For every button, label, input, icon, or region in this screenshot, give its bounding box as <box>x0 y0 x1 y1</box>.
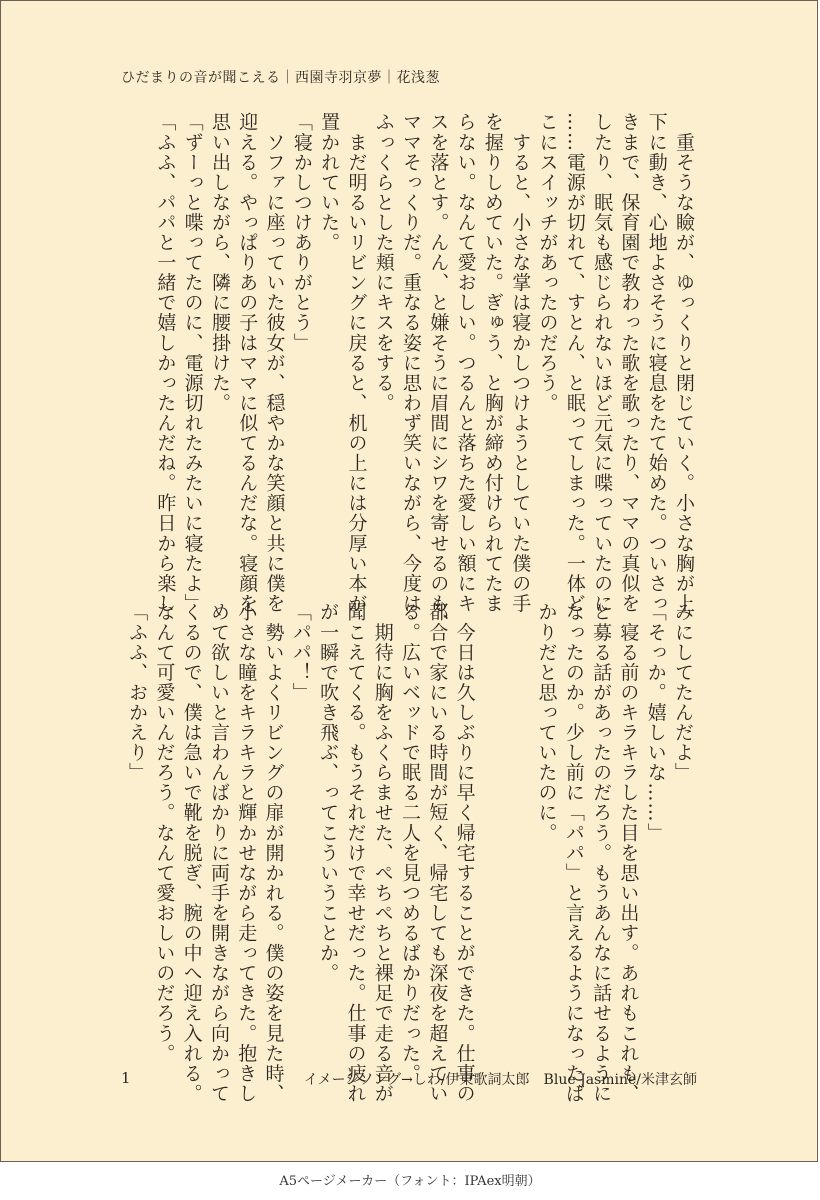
text-line: まだ明るいリビングに戻ると、机の上には分厚い本が <box>345 112 368 614</box>
image-song-credit: イメージソング→しわ/伊東歌詞太郎 Blue Jasmine/米津玄師 <box>303 1072 697 1088</box>
text-line: 「そっか。嬉しいな……」 <box>644 602 667 843</box>
text-line: すると、小さな掌は寝かしつけようとしていた僕の手 <box>509 112 532 614</box>
text-line: きまで、保育園で教わった歌を歌ったり、ママの真似を <box>618 112 641 614</box>
text-line: 思い出しながら、隣に腰掛けた。 <box>208 112 231 413</box>
text-line: ソファに座っていた彼女が、穏やかな笑顔と共に僕を <box>263 112 286 614</box>
text-line: 勢いよくリビングの扉が開かれる。僕の姿を見た時、 <box>262 602 285 1104</box>
text-line: 下に動き、心地よさそうに寝息をたて始めた。ついさっ <box>645 112 668 614</box>
text-line: くるので、僕は急いで靴を脱ぎ、腕の中へ迎え入れる。 <box>180 602 203 1104</box>
text-line <box>505 602 532 1067</box>
text-line: ふっくらとした頬にキスをする。 <box>372 112 395 413</box>
text-line: 「パパ！」 <box>289 602 312 703</box>
text-line: めて欲しいと言わんばかりに両手を開きながら向かって <box>207 602 230 1104</box>
text-line: みにしてたんだよ」 <box>672 602 694 783</box>
text-line: 重そうな瞼が、ゆっくりと閉じていく。小さな胸が上 <box>673 112 695 614</box>
text-line: 置かれていた。 <box>318 112 341 253</box>
text-line: なんて可愛いんだろう。なんて愛おしいのだろう。 <box>153 602 176 1064</box>
generator-caption: A5ページメーカー（フォント：IPAex明朝） <box>279 1174 541 1189</box>
text-line: かりだと思っていたのに。 <box>535 602 558 843</box>
text-line: 迎える。やっぱりあの子はママに似てるんだな。寝顔を <box>236 112 259 614</box>
text-line: 今日は久しぶりに早く帰宅することができた。仕事の <box>453 602 476 1104</box>
text-line: スを落とす。んん、と嫌そうに眉間にシワを寄せるのも、 <box>427 112 450 634</box>
running-header: ひだまりの音が聞こえる｜西園寺羽京夢｜花浅葱 <box>121 70 440 86</box>
text-line: 「寝かしつけありがとう」 <box>290 112 313 353</box>
text-line: 「ふふ、おかえり」 <box>126 602 149 783</box>
text-line: 小さな瞳をキラキラと輝かせながら走ってきた。抱きし <box>235 602 258 1104</box>
page-number: 1 <box>121 1069 131 1087</box>
text-line: らない。なんて愛おしい。つるんと落ちた愛しい額にキ <box>454 112 477 614</box>
text-line: 都合で家にいる時間が短く、帰宅しても深夜を超えてい <box>426 602 449 1104</box>
text-line: 聞こえてくる。もうそれだけで幸せだった。仕事の疲れ <box>344 602 367 1104</box>
text-line: 寝る前のキラキラした目を思い出す。あれもこれも、 <box>617 602 640 1104</box>
text-line: と募る話があったのだろう。もうあんなに話せるように <box>590 602 613 1104</box>
text-line: 期待に胸をふくらませた、ぺちぺちと裸足で走る音が <box>371 602 394 1104</box>
text-line: ……電源が切れて、すとん、と眠ってしまった。一体ど <box>563 112 586 614</box>
text-line: 「ふふ、パパと一緒で嬉しかったんだね。昨日から楽し <box>154 112 177 614</box>
text-line: が一瞬で吹き飛ぶ、ってこういうことか。 <box>317 602 340 983</box>
text-line: したり、眠気も感じられないほど元気に喋っていたのに <box>591 112 614 614</box>
text-line: こにスイッチがあったのだろう。 <box>536 112 559 413</box>
text-line: 「ずーっと喋ってたのに、電源切れたみたいに寝たよ」 <box>181 112 204 614</box>
body-text-top <box>151 112 697 634</box>
text-line: ママそっくりだ。重なる姿に思わず笑いながら、今度は <box>400 112 423 614</box>
text-line: なったのか。少し前に「パパ」と言えるようになったば <box>562 602 585 1104</box>
text-line: を握りしめていた。ぎゅう、と胸が締め付けられてたま <box>481 112 504 614</box>
text-line <box>478 602 505 1067</box>
text-line: る。広いベッドで眠る二人を見つめるばかりだった。 <box>399 602 422 1084</box>
